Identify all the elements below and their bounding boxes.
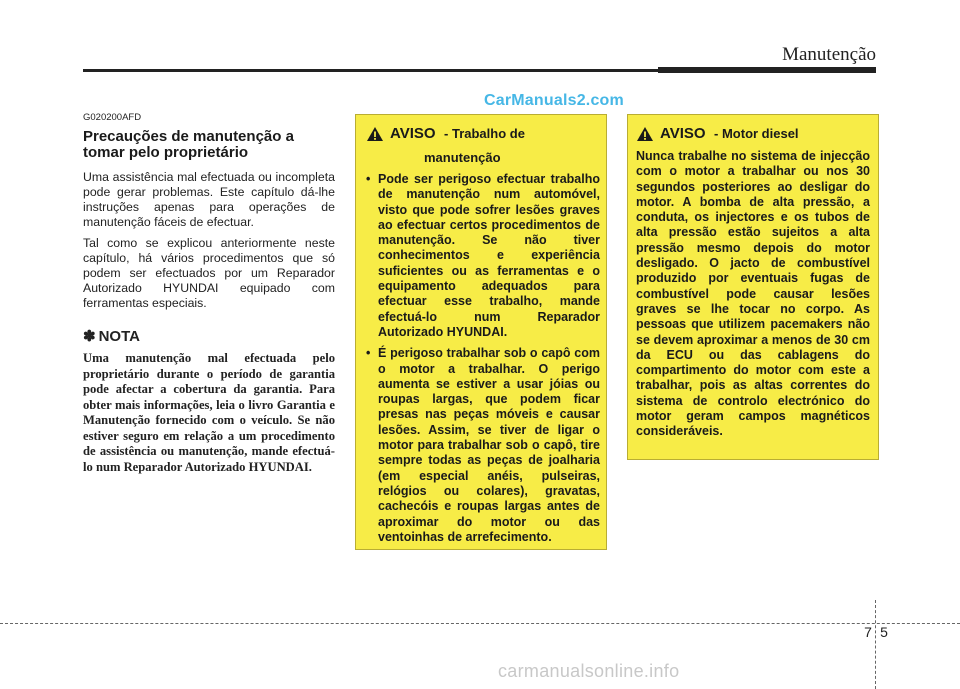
warning-subtitle: - Trabalho de [444, 126, 525, 141]
watermark-top: CarManuals2.com [484, 92, 624, 109]
header-rule-accent [658, 67, 876, 73]
left-column [83, 112, 335, 475]
page-divider-vertical [875, 600, 876, 689]
note-text: Uma manutenção mal efectuada pelo proprietário durante o período de garantia pode afectar a cobertura da garantia. Para obter mais informações, leia o livro Garantia e Manutenção fornecido com o veículo. Se não estiver seguro em relação a um procedimento de assistência ou manutenção, mande efectuá-lo num Reparador Autorizado HYUNDAI. [83, 351, 335, 474]
page-divider [0, 623, 960, 624]
section-title: Precauções de manutenção a tomar pelo proprietário [83, 128, 294, 161]
warning-heading [366, 125, 600, 143]
asterisk-icon: ✽ [83, 328, 96, 345]
warning-box-maintenance [355, 114, 607, 550]
section-code: G020200AFD [83, 112, 142, 123]
header-title: Manutenção [782, 44, 876, 65]
page-index: 5 [880, 624, 888, 640]
warning-word: AVISO [390, 125, 436, 142]
warning-word: AVISO [660, 125, 706, 142]
page-number [860, 624, 892, 640]
chapter-number: 7 [864, 624, 872, 640]
paragraph: Uma assistência mal efectuada ou incompleta pode gerar problemas. Este capítulo dá-lhe instruções apenas para operações de manutenção fáceis de efectuar. [83, 170, 335, 229]
warning-heading [636, 125, 870, 143]
warning-box-diesel [627, 114, 879, 460]
warning-subtitle-line2: manutenção [424, 150, 501, 165]
warning-subtitle: - Motor diesel [714, 126, 799, 141]
note-label: NOTA [98, 328, 140, 345]
watermark-bottom: carmanualsonline.info [498, 661, 680, 681]
warning-triangle-icon [636, 126, 654, 142]
warning-text: Nunca trabalhe no sistema de injecção com o motor a trabalhar ou nos 30 segundos posteriores ao desligar do motor. A bomba de alta pressão, a conduta, os injectores e os tubos de alta pressão estão sujeitos a alta pressão mesmo depois do motor desligado. O jacto de combustível produzido por eventuais fugas de combustível pode causar lesões graves se lhe tocar no corpo. As pessoas que utilizem pacemakers não se devem aproximar a menos de 30 cm da ECU ou das cablagens do compartimento do motor com este a trabalhar, pois as altas correntes do sistema de controlo electrónico do motor geram campos magnéticos consideráveis. [636, 149, 870, 439]
paragraph: Tal como se explicou anteriormente neste capítulo, há vários procedimentos que só podem ser efectuados por um Reparador Autorizado HYUNDAI equipado com ferramentas especiais. [83, 236, 335, 310]
note-heading [83, 327, 335, 345]
warning-triangle-icon [366, 126, 384, 142]
list-item: • É perigoso trabalhar sob o capô com o motor a trabalhar. O perigo aumenta se estiver a usar jóias ou roupas largas, que podem ficar presas nas peças móveis e causar lesões. Assim, se tiver de ligar o motor para trabalhar sob o capô, tire sempre todas as peças de joalharia (em especial anéis, pulseiras, relógios ou colares), gravatas, cachecóis e roupas largas antes de aproximar do motor ou das ventoinhas de arrefecimento. [366, 346, 600, 545]
list-item: • Pode ser perigoso efectuar trabalho de manutenção num automóvel, visto que pode sofrer lesões graves ao efectuar certos procedimentos de manutenção. Se não tiver conhecimentos e experiência suficientes ou as ferramentas e o equipamento adequados para efectuar esse trabalho, mande efectuá-lo num Reparador Autorizado HYUNDAI. [366, 172, 600, 340]
warning-bullet-list [366, 172, 600, 545]
